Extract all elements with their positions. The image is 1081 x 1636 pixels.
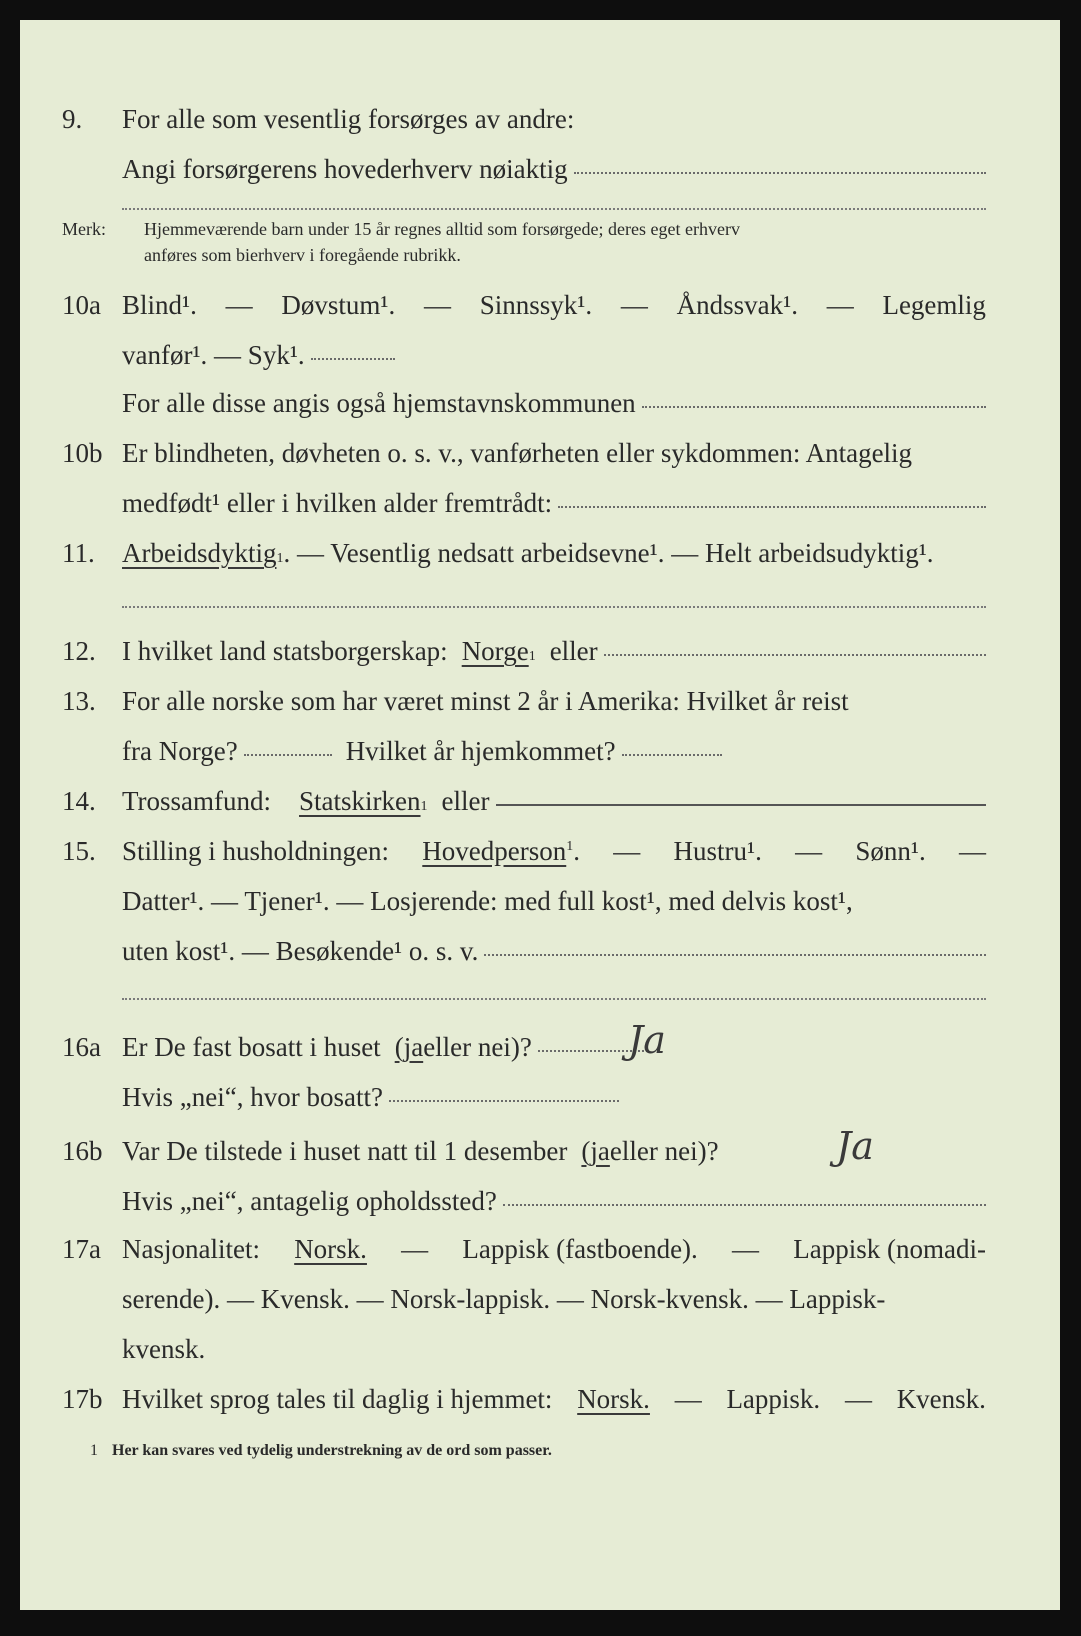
- q16b-text: Var De tilstede i huset natt til 1 desember: [122, 1136, 568, 1166]
- q16a-text: Er De fast bosatt i huset: [122, 1032, 381, 1062]
- q16a-residence-field[interactable]: [389, 1080, 619, 1102]
- q17a-text-3: kvensk.: [122, 1334, 206, 1364]
- footnote-text: Her kan svares ved tydelig understrekning av de ord som passer.: [112, 1442, 552, 1459]
- q16b-text-3: Hvis „nei“, antagelig opholdssted?: [122, 1186, 497, 1216]
- q16b-number: 16b: [62, 1136, 103, 1166]
- q9-answer-field[interactable]: [574, 152, 986, 174]
- q12-answer-field[interactable]: [604, 634, 986, 656]
- note-label: Merk:: [62, 219, 106, 239]
- q10b-answer-field[interactable]: [558, 486, 986, 508]
- q16a-option-ja[interactable]: (ja: [394, 1032, 424, 1062]
- q16b-option-ja[interactable]: (ja: [581, 1136, 610, 1166]
- q13-text-2: fra Norge?: [122, 736, 238, 766]
- q12-text: I hvilket land statsborgerskap:: [122, 636, 448, 666]
- q16a-text-3: Hvis „nei“, hvor bosatt?: [122, 1082, 383, 1112]
- q10a-option-andssvak: Åndssvak¹.: [676, 290, 798, 320]
- q13-number: 13.: [62, 686, 96, 716]
- q13-text: For alle norske som har været minst 2 år i Amerika: Hvilket år reist: [122, 686, 849, 716]
- q13-return-year-field[interactable]: [622, 734, 722, 756]
- q14-option-statskirken[interactable]: Statskirken: [299, 786, 421, 816]
- q17a-option-lappisk-nomad: Lappisk (nomadi-: [793, 1234, 986, 1264]
- q14-number: 14.: [62, 786, 96, 816]
- q16a-number: 16a: [62, 1032, 101, 1062]
- q17a-number: 17a: [62, 1234, 101, 1264]
- q17b-option-kvensk: Kvensk.: [896, 1384, 986, 1414]
- separator-line: [122, 998, 986, 1000]
- note-text-1: Hjemmeværende barn under 15 år regnes alltid som forsørgede; deres eget erhverv: [144, 219, 740, 239]
- q11-text: . — Vesentlig nedsatt arbeidsevne¹. — Helt arbeidsudyktig¹.: [283, 538, 934, 568]
- q10b-text: Er blindheten, døvheten o. s. v., vanførheten eller sykdommen: Antagelig: [122, 438, 913, 468]
- q11-number: 11.: [62, 538, 95, 568]
- q16a-text-2: eller nei)?: [423, 1032, 532, 1062]
- q9-number: 9.: [62, 104, 83, 134]
- q17a-text-2: serende). — Kvensk. — Norsk-lappisk. — Norsk-kvensk. — Lappisk-: [122, 1284, 886, 1314]
- q10b-number: 10b: [62, 438, 103, 468]
- q10a-option-sinnssyk: Sinnssyk¹.: [479, 290, 593, 320]
- q11-option-arbeidsdyktig[interactable]: Arbeidsdyktig: [122, 538, 277, 568]
- q14-eller: eller: [441, 786, 490, 816]
- separator-line: [122, 208, 986, 210]
- q10a-home-municipality-field[interactable]: [642, 386, 986, 408]
- note-text-2: anføres som bierhverv i foregående rubrikk.: [144, 245, 461, 265]
- q10a-option-dovstum: Døvstum¹.: [281, 290, 396, 320]
- q12-number: 12.: [62, 636, 96, 666]
- q9-text: For alle som vesentlig forsørges av andre:: [122, 104, 575, 134]
- q10a-text-2: vanfør¹. — Syk¹.: [122, 340, 305, 370]
- q15-number: 15.: [62, 836, 96, 866]
- q17b-number: 17b: [62, 1384, 103, 1414]
- q17b-option-lappisk: Lappisk.: [726, 1384, 821, 1414]
- census-form-page: 9. For alle som vesentlig forsørges av andre: Angi forsørgerens hovederhverv nøiaktig Merk: Hjemmeværende barn under 15 år regnes alltid som forsørgede; deres eget erhverv anføres som bierhverv i foregående rubrikk. 10a Blind¹. — Døvstum¹. — Sinnssyk¹. — Åndssvak¹. — Legemlig vanfør¹. — Syk¹. For alle disse angis også hjemstavnskommunen 10b Er blindheten, døvheten o. s. v., vanførheten eller sykdommen: Antagelig medfødt¹ eller i hvilken alder fremtrådt: 11. Arbeidsdyktig 1 . — Vesentlig nedsatt arbeidsevne¹. — Helt arbeidsudyktig¹. 12. I hvilket land statsborgerskap: Norge 1 eller 13. For alle norske som har været minst 2 år i Amerika: Hvilket år reist fra Norge? Hvilket år hjemkommet? 14. Trossamfund: Statskirken 1 eller 15. Stilling i husholdningen: Hovedperson$^1$. — Hustru¹. — Sønn¹. — Datter¹. — Tjener¹. — Losjerende: med full kost¹, med delvis kost¹, uten kost¹. — Besøkende¹ o. s. v. 16a Er De fast bosatt i huset (ja eller nei)? Ja Hvis „nei“, hvor bosatt? 16b Var De tilstede i huset natt til 1 desember (ja eller nei)? Ja Hvis „nei“, antagelig opholdssted? 17a Nasjonalitet: Norsk. — Lappisk (fastboende). — Lappisk (nomadi- serende). — Kvensk. — Norsk-lappisk. — Norsk-kvensk. — Lappisk- kvensk. 17b Hvilket sprog tales til daglig i hjemmet: Norsk. — Lappisk. — Kvensk. 1 Her kan svares ved tydelig understrekning av de ord som passer.: [20, 20, 1060, 1610]
- q10b-text-2: medfødt¹ eller i hvilken alder fremtrådt:: [122, 488, 553, 518]
- q15-text-2: Datter¹. — Tjener¹. — Losjerende: med full kost¹, med delvis kost¹,: [122, 886, 853, 916]
- q15-text-3: uten kost¹. — Besøkende¹ o. s. v.: [122, 936, 479, 966]
- separator-line: [122, 606, 986, 608]
- q17a-text: Nasjonalitet:: [122, 1234, 260, 1264]
- handwritten-answer-ja: Ja: [836, 1124, 874, 1168]
- q15-text: Stilling i husholdningen:: [122, 836, 390, 866]
- q10a-option-blind: Blind¹.: [122, 290, 197, 320]
- handwritten-answer-ja: Ja: [628, 1018, 666, 1062]
- q17a-option-lappisk-fast: Lappisk (fastboende).: [462, 1234, 698, 1264]
- q14-text: Trossamfund:: [122, 786, 272, 816]
- q16b-whereabouts-field[interactable]: [503, 1184, 986, 1206]
- q10a-number: 10a: [62, 290, 101, 320]
- q13-text-3: Hvilket år hjemkommet?: [345, 736, 616, 766]
- q15-option-sonn: Sønn¹.: [855, 836, 926, 866]
- q9-text-2: Angi forsørgerens hovederhverv nøiaktig: [122, 154, 568, 184]
- q15-option-hovedperson[interactable]: Hovedperson: [422, 836, 567, 866]
- q15-answer-field[interactable]: [484, 934, 986, 956]
- q13-emigration-year-field[interactable]: [244, 734, 332, 756]
- q16b-text-2: eller nei)?: [609, 1136, 719, 1166]
- q14-answer-field[interactable]: [496, 786, 987, 806]
- q10a-text-3: For alle disse angis også hjemstavnskommunen: [122, 388, 636, 418]
- q10a-option-legemlig: Legemlig: [882, 290, 986, 320]
- q12-eller: eller: [549, 636, 598, 666]
- q17b-option-norsk[interactable]: Norsk.: [577, 1384, 650, 1414]
- q10a-answer-field[interactable]: [311, 338, 395, 360]
- q17a-option-norsk[interactable]: Norsk.: [294, 1234, 367, 1264]
- q17b-text: Hvilket sprog tales til daglig i hjemmet:: [122, 1384, 553, 1414]
- q15-option-hustru: Hustru¹.: [673, 836, 762, 866]
- q12-option-norge[interactable]: Norge: [461, 636, 529, 666]
- footnote: [90, 1442, 552, 1460]
- footnote-marker: 1: [90, 1442, 98, 1459]
